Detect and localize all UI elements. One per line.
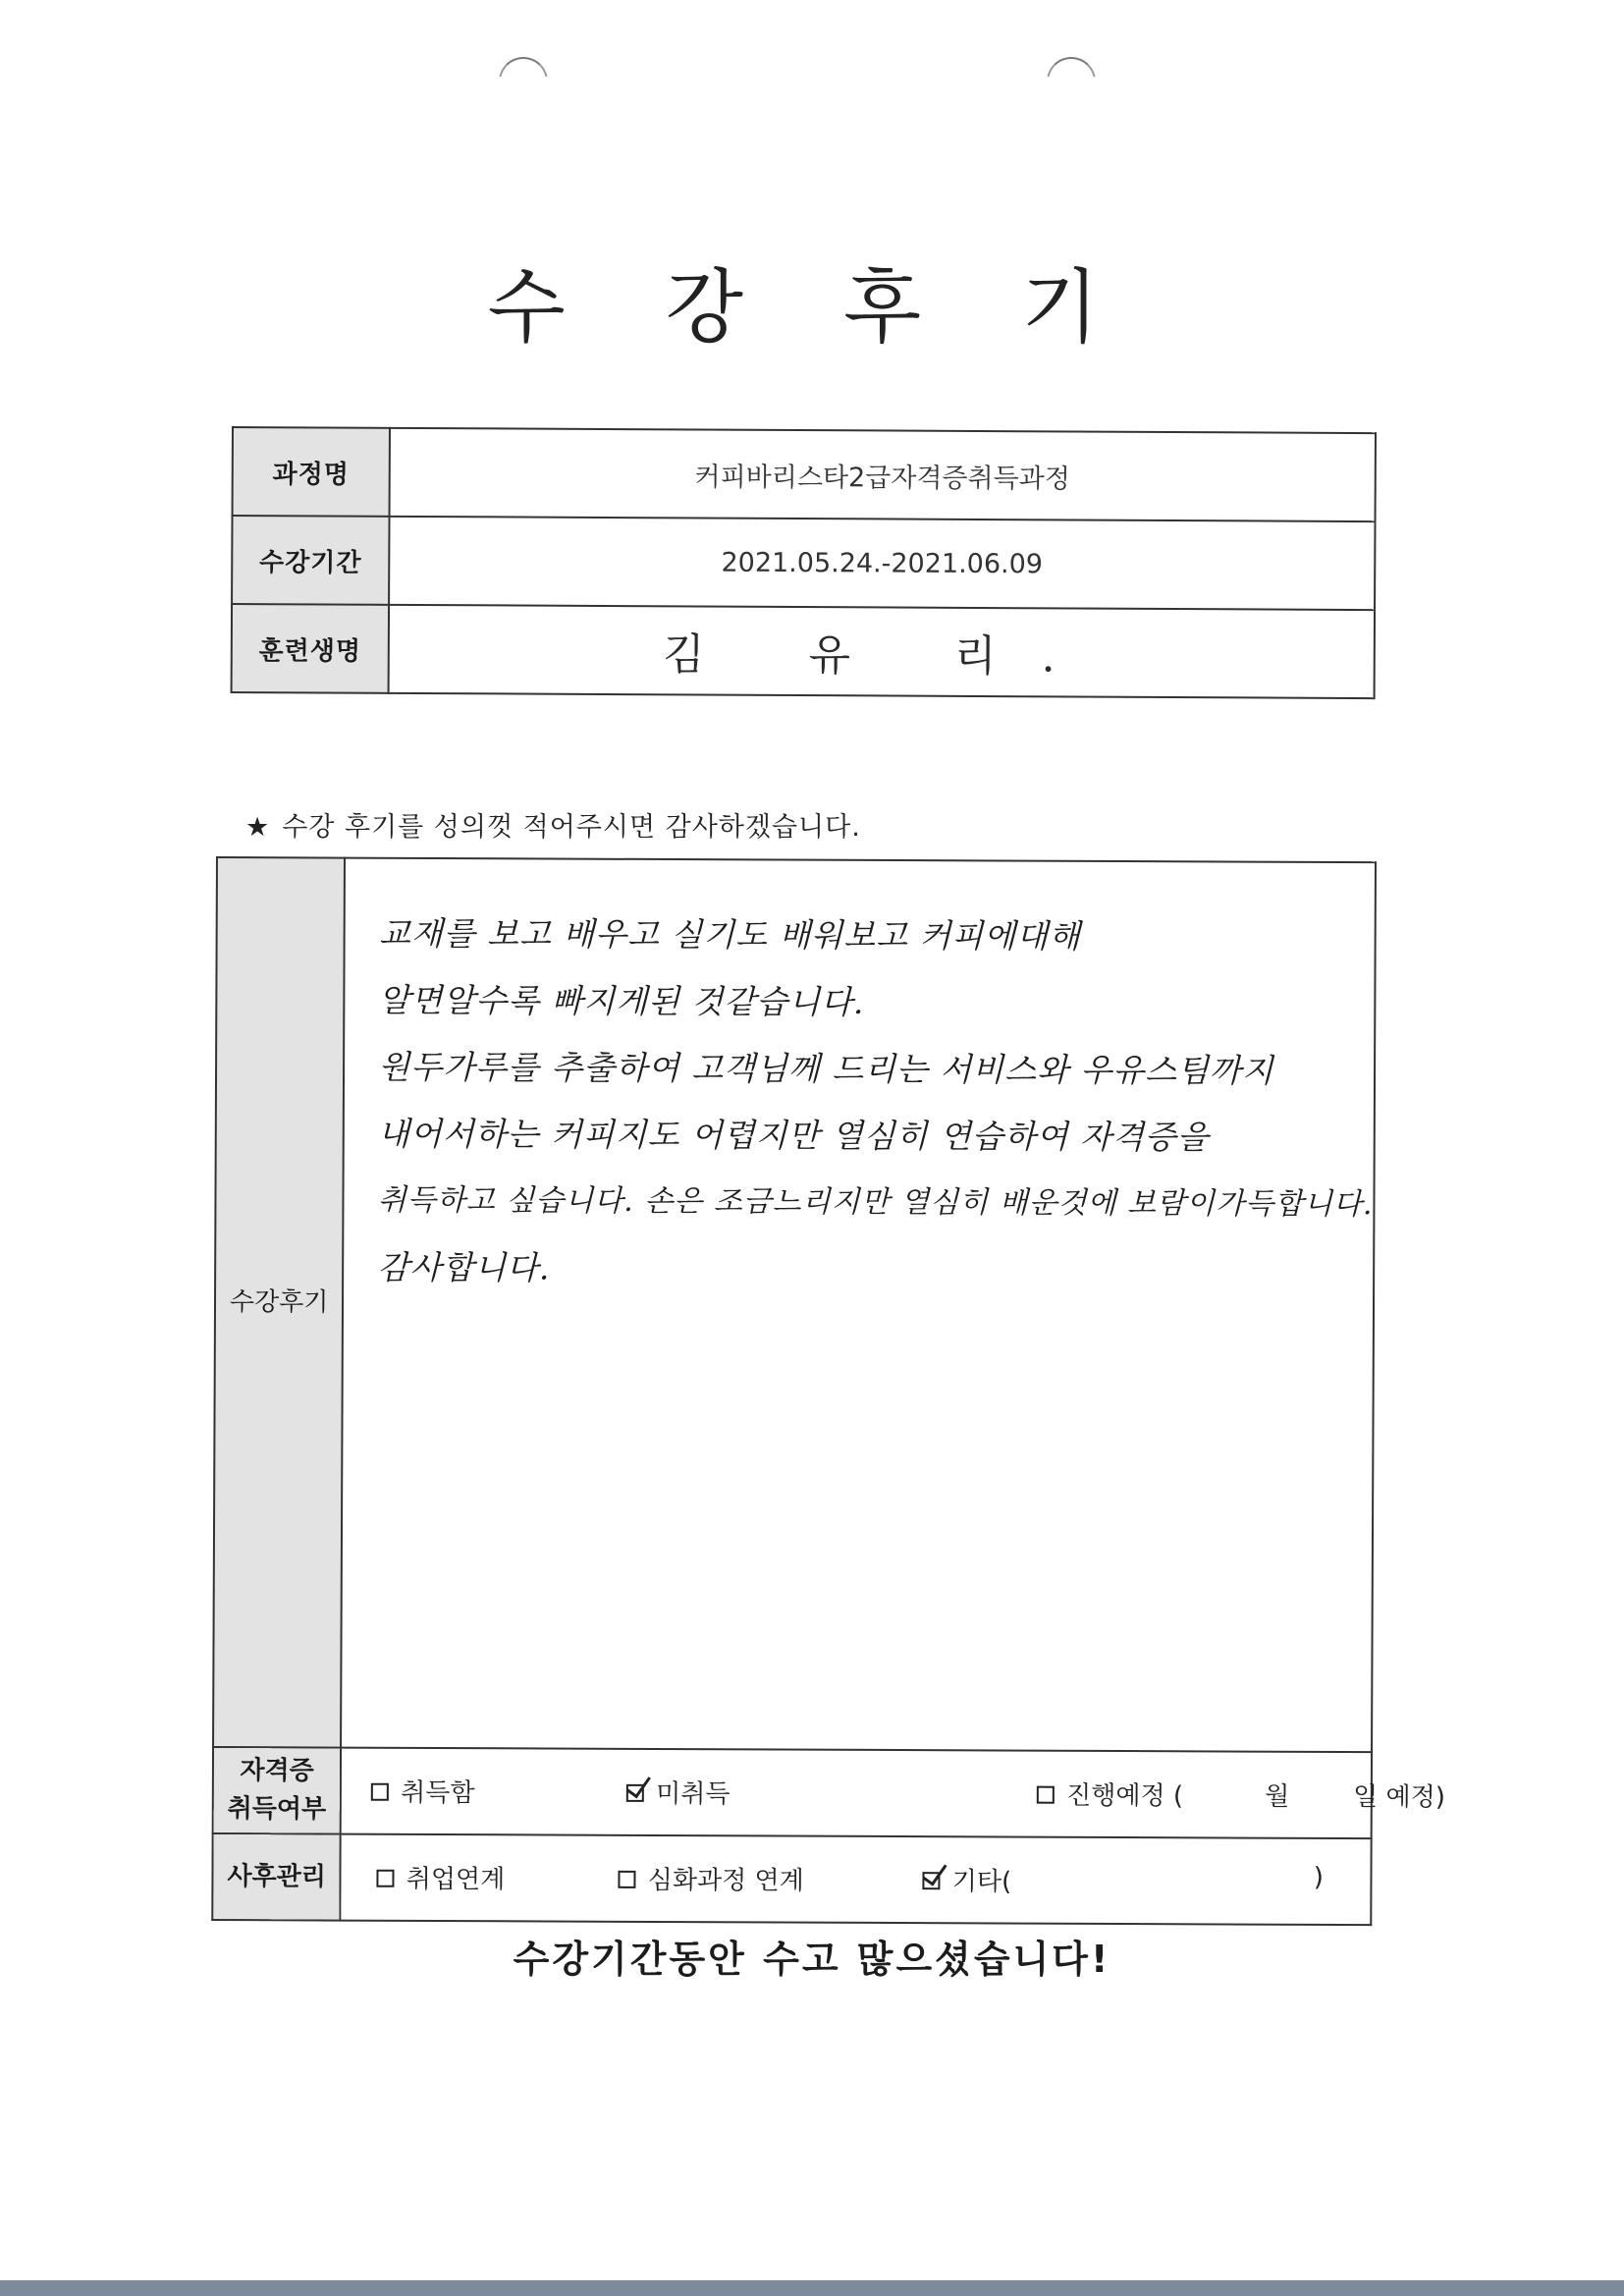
course-row bbox=[233, 427, 1376, 521]
option-scheduled[interactable] bbox=[1037, 1776, 1183, 1813]
option-other[interactable] bbox=[923, 1861, 1012, 1897]
review-line: 알면알수록 빠지게된 것같습니다. bbox=[378, 980, 865, 1021]
scan-bottom-edge bbox=[0, 2280, 1624, 2296]
review-line: 원두가루를 추출하여 고객님께 드리는 서비스와 우유스팀까지 bbox=[378, 1047, 1274, 1090]
trainee-row bbox=[232, 604, 1375, 698]
option-scheduled-label: 진행예정 ( bbox=[1066, 1780, 1184, 1812]
month-label: 월 bbox=[1265, 1781, 1290, 1812]
review-label: 수강후기 bbox=[213, 857, 345, 1748]
period-label: 수강기간 bbox=[232, 516, 389, 605]
course-value: 커피바리스타2급자격증취득과정 bbox=[390, 428, 1376, 521]
option-not-acquired[interactable] bbox=[626, 1774, 731, 1810]
review-line: 교재를 보고 배우고 실기도 배워보고 커피에대해 bbox=[378, 913, 1082, 956]
review-line: 감사합니다. bbox=[377, 1247, 551, 1287]
review-line: 내어서하는 커피지도 어렵지만 열심히 연습하여 자격증을 bbox=[378, 1114, 1210, 1157]
review-line: 취득하고 싶습니다. 손은 조금느리지만 열심히 배운것에 보람이가득합니다. bbox=[377, 1182, 1374, 1223]
instruction-text: 수강 후기를 성의껏 적어주시면 감사하겠습니다. bbox=[282, 812, 861, 843]
checkbox-icon[interactable] bbox=[1037, 1786, 1055, 1804]
star-icon: ★ bbox=[245, 812, 271, 843]
followup-options bbox=[341, 1834, 1372, 1926]
other-close-paren: ) bbox=[1313, 1862, 1325, 1892]
closing-message: 수강기간동안 수고 많으셨습니다! bbox=[513, 1938, 1111, 1981]
certification-label bbox=[213, 1747, 342, 1834]
followup-label: 사후관리 bbox=[212, 1833, 341, 1921]
checkbox-icon[interactable] bbox=[377, 1870, 395, 1887]
option-advanced-course-label: 심화과정 연계 bbox=[647, 1865, 804, 1896]
option-acquired-label: 취득함 bbox=[401, 1777, 475, 1809]
certification-label-line1: 자격증 bbox=[240, 1756, 314, 1786]
period-value: 2021.05.24.-2021.06.09 bbox=[389, 517, 1375, 610]
option-advanced-course[interactable] bbox=[619, 1860, 804, 1897]
checkbox-checked-icon[interactable] bbox=[626, 1784, 644, 1802]
trainee-name-handwritten: 김 유 리. bbox=[662, 629, 1101, 683]
review-body bbox=[341, 858, 1376, 1753]
certification-label-line2: 취득여부 bbox=[227, 1794, 327, 1825]
period-row bbox=[232, 516, 1375, 610]
trainee-label: 훈련생명 bbox=[232, 604, 389, 693]
course-info-table bbox=[231, 426, 1377, 699]
certification-options bbox=[341, 1748, 1445, 1839]
checkbox-icon[interactable] bbox=[371, 1783, 389, 1801]
instruction-note bbox=[245, 805, 861, 844]
option-other-label: 기타( bbox=[951, 1867, 1012, 1897]
punch-hole-right bbox=[1047, 57, 1096, 106]
certification-row bbox=[213, 1747, 1372, 1838]
checkbox-icon[interactable] bbox=[619, 1871, 636, 1888]
page-title: 수 강 후 기 bbox=[487, 261, 1137, 355]
checkbox-checked-icon[interactable] bbox=[923, 1872, 941, 1889]
course-label: 과정명 bbox=[233, 427, 390, 517]
option-employment-label: 취업연계 bbox=[406, 1864, 506, 1895]
review-row bbox=[213, 857, 1376, 1752]
punch-hole-left bbox=[499, 57, 548, 106]
day-label: 일 예정) bbox=[1353, 1782, 1445, 1813]
followup-row bbox=[212, 1833, 1371, 1925]
review-table bbox=[211, 856, 1445, 1926]
option-acquired[interactable] bbox=[371, 1773, 475, 1809]
option-not-acquired-label: 미취득 bbox=[656, 1778, 731, 1810]
option-employment[interactable] bbox=[377, 1859, 506, 1896]
trainee-value-cell bbox=[389, 605, 1375, 698]
